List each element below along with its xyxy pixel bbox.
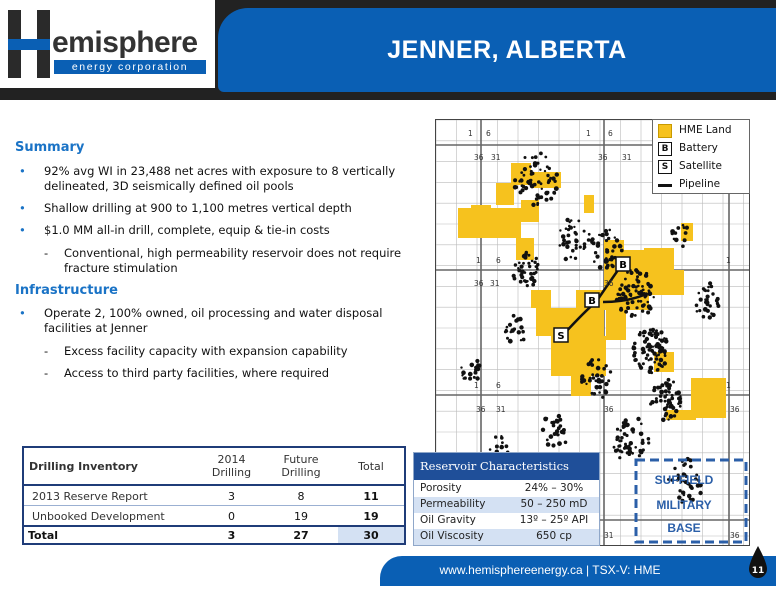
svg-text:6: 6 xyxy=(496,256,501,265)
table-row: Unbooked Development 0 19 19 xyxy=(32,509,379,523)
summary-bullet: • Shallow drilling at 900 to 1,100 metres vertical depth xyxy=(19,201,352,215)
table-header-row xyxy=(24,448,404,484)
svg-text:36: 36 xyxy=(598,153,608,162)
svg-text:31: 31 xyxy=(496,405,506,414)
footer-bar xyxy=(380,556,776,586)
map-legend xyxy=(652,119,750,194)
bullet-dot-icon: • xyxy=(19,201,26,215)
svg-text:31: 31 xyxy=(604,531,614,540)
reservoir-characteristics-table xyxy=(413,452,600,546)
svg-text:31: 31 xyxy=(622,153,632,162)
company-logo xyxy=(0,0,215,88)
svg-text:1: 1 xyxy=(726,381,731,390)
logo-tagline: energy corporation xyxy=(54,60,206,74)
bullet-dot-icon: • xyxy=(19,223,26,237)
svg-text:36: 36 xyxy=(476,405,486,414)
svg-text:1: 1 xyxy=(726,256,731,265)
svg-text:1: 1 xyxy=(586,129,591,138)
svg-text:S: S xyxy=(557,331,565,342)
svg-text:36: 36 xyxy=(730,405,740,414)
logo-h-mark xyxy=(8,10,50,78)
table-total-row: Total 3 27 30 xyxy=(24,527,404,543)
pipeline-line-icon xyxy=(658,184,672,187)
legend-item-battery: B Battery xyxy=(658,141,750,157)
summary-heading: Summary xyxy=(15,140,85,155)
svg-text:1: 1 xyxy=(474,381,479,390)
footer-website-ticker: www.hemisphereenergy.ca | TSX-V: HME xyxy=(439,563,661,577)
svg-text:1: 1 xyxy=(476,256,481,265)
table-title: Reservoir Characteristics xyxy=(414,453,599,480)
land-swatch-icon xyxy=(658,124,672,138)
infrastructure-sub-bullet: - Access to third party facilities, where required xyxy=(44,366,329,380)
svg-text:6: 6 xyxy=(496,381,501,390)
summary-bullet: • $1.0 MM all-in drill, complete, equip & tie-in costs xyxy=(19,223,330,237)
dash-icon: - xyxy=(44,344,49,358)
legend-item-pipeline: Pipeline xyxy=(658,177,750,193)
bullet-dot-icon: • xyxy=(19,306,26,320)
svg-text:36: 36 xyxy=(604,405,614,414)
dash-icon: - xyxy=(44,366,49,380)
table-row: Oil Gravity 13º – 25º API xyxy=(420,514,589,526)
infrastructure-heading: Infrastructure xyxy=(15,283,118,298)
svg-text:6: 6 xyxy=(608,129,613,138)
svg-text:31: 31 xyxy=(490,279,500,288)
svg-text:36: 36 xyxy=(604,279,614,288)
dash-icon: - xyxy=(44,246,49,260)
table-title: Drilling Inventory xyxy=(29,459,138,473)
svg-text:31: 31 xyxy=(491,153,501,162)
svg-text:MILITARY: MILITARY xyxy=(656,498,712,512)
satellite-icon: S xyxy=(658,160,672,174)
logo-wordmark: emisphere xyxy=(52,26,198,59)
svg-text:36: 36 xyxy=(474,153,484,162)
svg-text:SUFFIELD: SUFFIELD xyxy=(654,473,714,487)
battery-icon: B xyxy=(658,142,672,156)
title-banner xyxy=(218,8,776,92)
table-row: Permeability 50 – 250 mD xyxy=(414,497,599,513)
svg-text:BASE: BASE xyxy=(667,521,701,535)
svg-text:6: 6 xyxy=(486,129,491,138)
col-header-2014: 2014 Drilling xyxy=(211,453,252,479)
table-row: 2013 Reserve Report 3 8 11 xyxy=(32,489,379,503)
table-row: Oil Viscosity 650 cp xyxy=(414,529,599,545)
table-row: Porosity 24% – 30% xyxy=(420,482,584,494)
drilling-inventory-table xyxy=(22,446,406,545)
col-header-total: Total xyxy=(358,459,384,473)
svg-text:1: 1 xyxy=(468,129,473,138)
bullet-dot-icon: • xyxy=(19,164,26,178)
summary-sub-bullet: - Conventional, high permeability reservoir does not require fracture stimulation xyxy=(44,246,402,275)
legend-item-satellite: S Satellite xyxy=(658,159,750,175)
svg-text:36: 36 xyxy=(730,531,740,540)
infrastructure-sub-bullet: - Excess facility capacity with expansion capability xyxy=(44,344,348,358)
svg-text:B: B xyxy=(588,296,596,307)
svg-text:B: B xyxy=(619,260,627,271)
page-number: 11 xyxy=(751,566,765,576)
legend-item-land: HME Land xyxy=(658,123,750,139)
infrastructure-bullet: • Operate 2, 100% owned, oil processing and water disposal facilities at Jenner xyxy=(19,306,383,335)
svg-text:36: 36 xyxy=(474,279,484,288)
page-title: JENNER, ALBERTA xyxy=(387,36,627,64)
col-header-future: Future Drilling xyxy=(281,453,321,479)
summary-bullet: • 92% avg WI in 23,488 net acres with exposure to 8 vertically delineated, 3D seismically defined oil pools xyxy=(19,164,396,193)
